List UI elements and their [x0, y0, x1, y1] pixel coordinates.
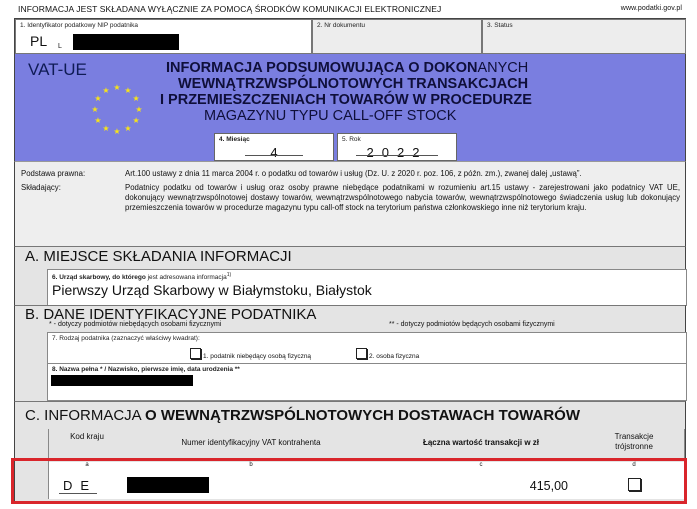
document-number-field[interactable] [312, 19, 482, 54]
basis-text: Art.100 ustawy z dnia 11 marca 2004 r. o podatku od towarów i usług (Dz. U. z 2020 r. poz. 106, z późn. zm.), zwanej dalej „ustawą”. [125, 169, 582, 178]
eu-star-icon: ★ [132, 94, 140, 103]
tax-office-label-bold: 6. Urząd skarbowy, do którego [52, 274, 146, 282]
basis-label: Podstawa prawna: [21, 169, 86, 178]
tax-office-value: Pierwszy Urząd Skarbowy w Białymstoku, Białystok [52, 282, 372, 298]
option-natural-person[interactable] [356, 348, 419, 360]
status-label: 3. Status [487, 22, 513, 29]
section-c-title-normal: C. INFORMACJA [25, 407, 141, 424]
form-title [140, 60, 610, 124]
section-a-title-text: A. MIEJSCE SKŁADANIA INFORMACJI [25, 248, 292, 265]
tax-office-label-rest: jest adresowana informacja [145, 274, 227, 282]
column-letter-a: a [48, 462, 126, 471]
eu-star-icon: ★ [124, 85, 132, 95]
year-field[interactable] [337, 133, 457, 161]
column-country-code-label: Kod kraju [70, 432, 104, 441]
eu-star-icon: ★ [135, 105, 143, 114]
month-field[interactable] [214, 133, 334, 161]
nip-field[interactable] [15, 19, 312, 54]
taxpayer-type-label: 7. Rodzaj podatnika (zaznaczyć właściwy kwadrat): [52, 335, 200, 342]
natural-person-checkbox[interactable] [356, 348, 367, 359]
nip-country-prefix: PL [30, 33, 48, 49]
month-underline [245, 155, 303, 156]
legal-entity-label: 1. podatnik niebędący osobą fizyczną [203, 353, 312, 360]
note-legal-person: * - dotyczy podmiotów niebędących osobami fizycznymi [49, 321, 222, 328]
title-line-2: WEWNĄTRZWSPÓLNOTOWYCH TRANSAKCJACH [178, 76, 529, 92]
section-a-title [25, 248, 292, 265]
legal-basis-block [14, 161, 686, 246]
website-link[interactable]: www.podatki.gov.pl [620, 5, 682, 12]
column-total-value-label: Łączna wartość transakcji w zł [422, 438, 540, 447]
country-code-value: DE [63, 478, 98, 493]
tax-office-footnote: 1) [226, 272, 232, 278]
month-value: 4 [270, 145, 278, 160]
year-value: 2022 [366, 145, 428, 160]
eu-star-icon: ★ [102, 85, 110, 95]
electronic-only-notice: INFORMACJA JEST SKŁADANA WYŁĄCZNIE ZA POMOCĄ ŚRODKÓW KOMUNIKACJI ELEKTRONICZNEJ [18, 4, 442, 14]
column-triangular-label: Transakcje trójstronne [614, 432, 654, 451]
document-number-label: 2. Nr dokumentu [317, 22, 366, 29]
title-line-3: I PRZEMIESZCZENIACH TOWARÓW W PROCEDURZE [160, 92, 532, 108]
section-a [14, 246, 686, 305]
section-b-title: B. DANE IDENTYFIKACYJNE PODATNIKA [25, 306, 317, 323]
column-vat-number-label: Numer identyfikacyjny VAT kontrahenta [181, 438, 321, 447]
eu-star-icon: ★ [91, 105, 99, 114]
eu-star-icon: ★ [94, 116, 102, 125]
eu-star-icon: ★ [124, 124, 132, 134]
section-b [14, 305, 686, 401]
redacted-name [51, 375, 193, 386]
month-label: 4. Miesiąc [219, 136, 250, 143]
eu-star-icon: ★ [113, 83, 121, 92]
nip-cursor-mark: L [58, 43, 62, 50]
eu-star-icon: ★ [113, 127, 121, 136]
year-underline [356, 155, 438, 156]
eu-star-icon: ★ [132, 116, 140, 125]
section-c-title [25, 407, 580, 424]
filer-text: Podatnicy podatku od towarów i usług oraz osoby prawne niebędące podatnikami w rozumieniu art.15 ustawy - zarejestrowani jako podatnicy VAT UE, dokonujący wewnątrzwspólnotowej dostawy towarów, wewnątrzwspólnotowego nabycia towarów, wewnątrzwspólnotowego świadczenia usług lub dokonujący przemieszczenia towarów w procedurze magazynu typu call-off stock na terytorium państwa członkowskiego inne niż terytorium kraju. [125, 183, 680, 213]
option-legal-entity[interactable] [190, 348, 311, 360]
highlight-frame [11, 458, 687, 504]
nip-label: 1. Identyfikator podatkowy NIP podatnika [20, 22, 139, 29]
eu-star-icon: ★ [94, 94, 102, 103]
taxpayer-type-field [47, 332, 687, 365]
column-letter-c: c [378, 462, 585, 471]
column-letter-d: d [584, 462, 685, 471]
filer-label: Składający: [21, 183, 61, 192]
full-name-label: 8. Nazwa pełna * / Nazwisko, pierwsze imię, data urodzenia ** [52, 366, 240, 373]
title-line-4: MAGAZYNU TYPU CALL-OFF STOCK [204, 108, 457, 124]
form-code: VAT-UE [28, 60, 87, 79]
eu-star-icon: ★ [102, 124, 110, 134]
title-line-1-end: ANYCH [477, 60, 529, 76]
full-name-field[interactable] [47, 363, 687, 401]
section-c-title-bold: O WEWNĄTRZWSPÓLNOTOWYCH DOSTAWACH TOWARÓW [145, 407, 580, 424]
status-field[interactable] [482, 19, 686, 54]
year-label: 5. Rok [342, 136, 361, 143]
redacted-nip [73, 34, 179, 50]
title-line-1: INFORMACJA PODSUMOWUJĄCA O DOKON [166, 60, 478, 76]
natural-person-label: 2. osoba fizyczna [369, 353, 420, 360]
total-value: 415,00 [529, 479, 568, 493]
note-natural-person: ** - dotyczy podmiotów będących osobami fizycznymi [389, 321, 555, 328]
column-letter-b: b [124, 462, 379, 471]
legal-entity-checkbox[interactable] [190, 348, 201, 359]
tax-office-label [52, 272, 231, 281]
form-top-notice [18, 4, 682, 14]
tax-office-field[interactable] [47, 269, 687, 306]
